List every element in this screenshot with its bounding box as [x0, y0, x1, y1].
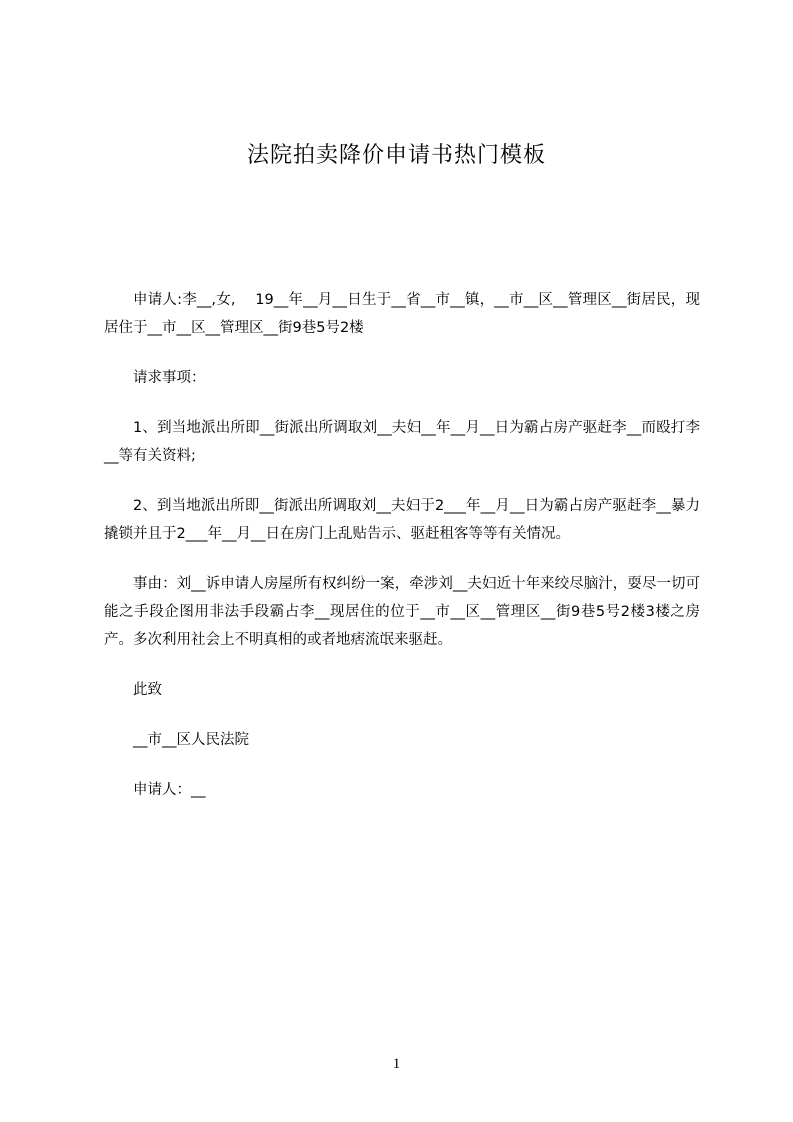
document-title: 法院拍卖降价申请书热门模板 [246, 143, 546, 168]
request-item-2: 2、到当地派出所即__街派出所调取刘__夫妇于2___年__月__日为霸占房产驱赶李__暴力撬锁并且于2___年__月__日在房门上乱贴告示、驱赶租客等等有关情况。 [104, 498, 700, 542]
recipient-court: __市__区人民法院 [133, 732, 249, 748]
document-body [104, 286, 700, 826]
request-item-1: 1、到当地派出所即__街派出所调取刘__夫妇__年__月__日为霸占房产驱赶李__而殴打李__等有关资料; [104, 420, 700, 464]
salutation: 此致 [133, 682, 162, 698]
applicant-signature: 申请人：__ [133, 782, 206, 798]
reason-paragraph: 事由：刘__诉申请人房屋所有权纠纷一案，牵涉刘__夫妇近十年来绞尽脑汁，耍尽一切可能之手段企图用非法手段霸占李__现居住的位于__市__区__管理区__街9巷5号2楼3楼之房产。多次利用社会上不明真相的或者地痞流氓来驱赶。 [104, 576, 700, 648]
page-number: 1 [392, 1056, 401, 1072]
applicant-info-paragraph: 申请人:李__,女, 19__年__月__日生于__省__市__镇，__市__区__管理区__街居民，现居住于__市__区__管理区__街9巷5号2楼 [104, 292, 700, 336]
request-heading: 请求事项： [133, 370, 206, 386]
